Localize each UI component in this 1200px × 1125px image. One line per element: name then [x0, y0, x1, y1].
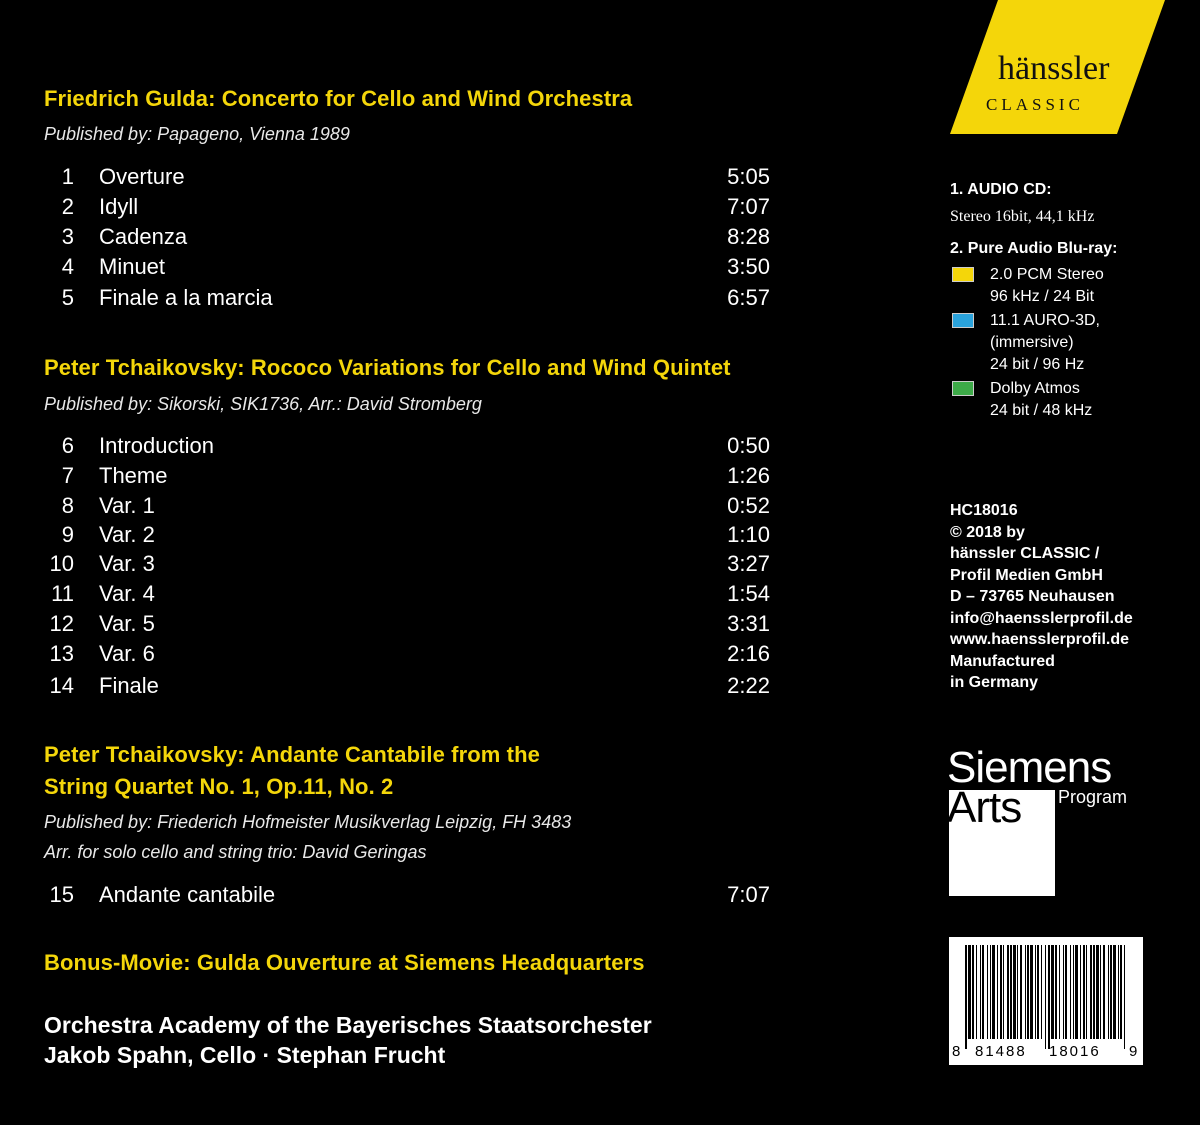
track-number: 4: [61, 254, 74, 279]
logo-subtext: CLASSIC: [986, 95, 1084, 114]
barcode-bar: [1096, 945, 1099, 1039]
barcode-group-1: 81488: [975, 1043, 1027, 1060]
track-title: Var. 2: [99, 522, 155, 547]
country-line: in Germany: [950, 674, 1039, 691]
track-title: Var. 4: [99, 581, 155, 606]
track-title: Var. 1: [99, 493, 155, 518]
barcode-bar: [1045, 945, 1046, 1049]
barcode-bar: [1010, 945, 1012, 1039]
barcode-bar: [987, 945, 988, 1039]
track-title: Idyll: [99, 194, 139, 219]
address-line: D – 73765 Neuhausen: [950, 588, 1115, 605]
website-line: www.haensslerprofil.de: [950, 631, 1130, 648]
barcode-bar: [1090, 945, 1092, 1039]
barcode-bar: [1124, 945, 1125, 1049]
barcode-bar: [1113, 945, 1116, 1039]
catalog-number: HC18016: [950, 502, 1018, 519]
track-row: [44, 611, 770, 641]
barcode-bar: [1051, 945, 1054, 1039]
barcode-digit-first: 8: [952, 1043, 961, 1060]
barcode-bar: [1025, 945, 1026, 1039]
barcode-bar: [1103, 945, 1105, 1039]
track-row: [44, 882, 770, 912]
track-title: Introduction: [99, 433, 214, 458]
track-number: 14: [49, 673, 74, 698]
barcode-bar: [1048, 945, 1050, 1049]
track-duration: 3:50: [727, 254, 770, 279]
section-3-title-line2: String Quartet No. 1, Op.11, No. 2: [44, 774, 394, 799]
format-item-2-line2: (immersive): [990, 334, 1074, 351]
barcode-digit-last: 9: [1129, 1043, 1138, 1060]
barcode-bar: [1063, 945, 1064, 1039]
barcode-bar: [972, 945, 974, 1039]
section-3-published-line1: Published by: Friederich Hofmeister Musikverlag Leipzig, FH 3483: [44, 812, 572, 832]
barcode-bar: [1055, 945, 1057, 1039]
barcode-bar: [1073, 945, 1074, 1039]
barcode-bar: [992, 945, 995, 1039]
track-title: Finale: [99, 673, 159, 698]
manufactured-line: Manufactured: [950, 652, 1055, 670]
track-number: 9: [61, 522, 74, 547]
barcode-bar: [976, 945, 977, 1039]
track-row: [44, 641, 770, 671]
track-duration: 5:05: [727, 164, 770, 189]
haenssler-classic-logo: [950, 0, 1165, 134]
barcode-bar: [1027, 945, 1029, 1039]
track-number: 12: [49, 611, 74, 636]
barcode-bar: [982, 945, 984, 1039]
track-title: Theme: [99, 463, 168, 488]
format-item-1-line1: 2.0 PCM Stereo: [990, 266, 1104, 283]
barcode-bar: [1007, 945, 1009, 1039]
track-number: 8: [61, 493, 74, 518]
barcode-bar: [1086, 945, 1087, 1039]
barcode-bar: [1080, 945, 1081, 1039]
track-number: 13: [49, 641, 74, 666]
track-title: Var. 3: [99, 551, 155, 576]
section-2-title: Peter Tchaikovsky: Rococo Variations for Cello and Wind Quintet: [44, 355, 731, 380]
track-duration: 1:26: [727, 463, 770, 488]
track-title: Var. 5: [99, 611, 155, 636]
barcode-bar: [968, 945, 971, 1039]
program-logo-text: Program: [1058, 787, 1128, 807]
track-duration: 3:31: [727, 611, 770, 636]
track-row: [44, 581, 770, 611]
section-1-published: Published by: Papageno, Vienna 1989: [44, 124, 350, 144]
track-number: 2: [61, 194, 74, 219]
track-title: Minuet: [99, 254, 166, 279]
format-item-2-line1: 11.1 AURO-3D,: [990, 312, 1100, 329]
track-row: [44, 194, 770, 224]
barcode-bar: [1017, 945, 1018, 1039]
barcode-bar: [1100, 945, 1101, 1039]
dolby-atmos-swatch: [952, 381, 974, 396]
track-number: 6: [61, 433, 74, 458]
track-number: 3: [61, 224, 74, 249]
track-row: [44, 493, 770, 523]
auro-3d-swatch: [952, 313, 974, 328]
barcode-bar: [1118, 945, 1119, 1039]
cd-heading: 1. AUDIO CD:: [950, 181, 1052, 198]
copyright-line: © 2018 by: [950, 523, 1025, 541]
format-item-3-line2: 24 bit / 48 kHz: [990, 402, 1093, 419]
track-duration: 1:10: [727, 522, 770, 547]
track-duration: 3:27: [727, 551, 770, 576]
format-item-1-line2: 96 kHz / 24 Bit: [990, 288, 1095, 305]
track-row: [44, 224, 770, 254]
barcode-bar: [965, 945, 967, 1049]
track-title: Finale a la marcia: [99, 285, 273, 310]
barcode-bar: [990, 945, 991, 1039]
performers-line1: Orchestra Academy of the Bayerisches Staatsorchester: [44, 1012, 652, 1038]
track-title: Overture: [99, 164, 185, 189]
barcode-group-2: 18016: [1049, 1043, 1101, 1060]
track-duration: 6:57: [727, 285, 770, 310]
track-title: Andante cantabile: [99, 882, 276, 907]
format-item-3-line1: Dolby Atmos: [990, 380, 1080, 397]
track-number: 5: [61, 285, 74, 310]
barcode-bar: [1041, 945, 1042, 1039]
track-duration: 2:16: [727, 641, 770, 666]
track-duration: 7:07: [727, 882, 770, 907]
track-duration: 7:07: [727, 194, 770, 219]
barcode-bar: [1120, 945, 1122, 1039]
section-3-published-line2: Arr. for solo cello and string trio: David Geringas: [44, 842, 427, 862]
track-row: [44, 164, 770, 194]
track-number: 1: [61, 164, 74, 189]
track-row: [44, 254, 770, 284]
performers-line2: Jakob Spahn, Cello · Stephan Frucht: [44, 1042, 446, 1068]
credits-block: [950, 500, 1133, 694]
barcode-bar: [1037, 945, 1039, 1039]
barcode-bar: [1030, 945, 1033, 1039]
barcode-bar: [1059, 945, 1060, 1039]
track-number: 15: [49, 882, 74, 907]
barcode-bar: [1003, 945, 1004, 1039]
siemens-logo-text: Siemens: [947, 743, 1112, 792]
barcode-bar: [997, 945, 998, 1039]
section-2-published: Published by: Sikorski, SIK1736, Arr.: David Stromberg: [44, 394, 482, 414]
format-item-2-line3: 24 bit / 96 Hz: [990, 356, 1085, 373]
track-title: Var. 6: [99, 641, 155, 666]
barcode-bar: [1070, 945, 1071, 1039]
track-duration: 0:50: [727, 433, 770, 458]
cd-spec: Stereo 16bit, 44,1 kHz: [950, 208, 1095, 225]
company-name: Profil Medien GmbH: [950, 566, 1103, 584]
barcode-bar: [1110, 945, 1112, 1039]
track-row: [44, 463, 770, 493]
track-number: 7: [61, 463, 74, 488]
barcode-bar: [1108, 945, 1109, 1039]
barcode-bar: [1075, 945, 1078, 1039]
logo-text: hänssler: [998, 50, 1110, 87]
barcode-bar: [1000, 945, 1002, 1039]
barcode-bar: [1083, 945, 1085, 1039]
track-duration: 8:28: [727, 224, 770, 249]
track-duration: 2:22: [727, 673, 770, 698]
bluray-heading: 2. Pure Audio Blu-ray:: [950, 240, 1118, 257]
barcode-bar: [1035, 945, 1036, 1039]
track-row: [44, 522, 770, 552]
track-duration: 0:52: [727, 493, 770, 518]
track-row: [44, 285, 770, 315]
track-row: [44, 433, 770, 463]
track-row: [44, 673, 770, 703]
track-row: [44, 551, 770, 581]
barcode-bar: [1065, 945, 1067, 1039]
label-name: hänssler CLASSIC /: [950, 545, 1100, 562]
barcode-bar: [1013, 945, 1016, 1039]
track-duration: 1:54: [727, 581, 770, 606]
track-number: 11: [51, 581, 74, 606]
section-1-title: Friedrich Gulda: Concerto for Cello and Wind Orchestra: [44, 86, 633, 111]
barcode-bar: [980, 945, 981, 1039]
pcm-stereo-swatch: [952, 267, 974, 282]
track-title: Cadenza: [99, 224, 188, 249]
bonus-movie: Bonus-Movie: Gulda Ouverture at Siemens Headquarters: [44, 950, 645, 975]
barcode-bar: [1093, 945, 1095, 1039]
barcode-bar: [1020, 945, 1022, 1039]
track-number: 10: [49, 551, 74, 576]
barcode: [949, 937, 1143, 1065]
email-line: info@haensslerprofil.de: [950, 609, 1133, 627]
arts-logo-text: Arts: [947, 783, 1022, 832]
section-3-title-line1: Peter Tchaikovsky: Andante Cantabile from the: [44, 742, 540, 767]
